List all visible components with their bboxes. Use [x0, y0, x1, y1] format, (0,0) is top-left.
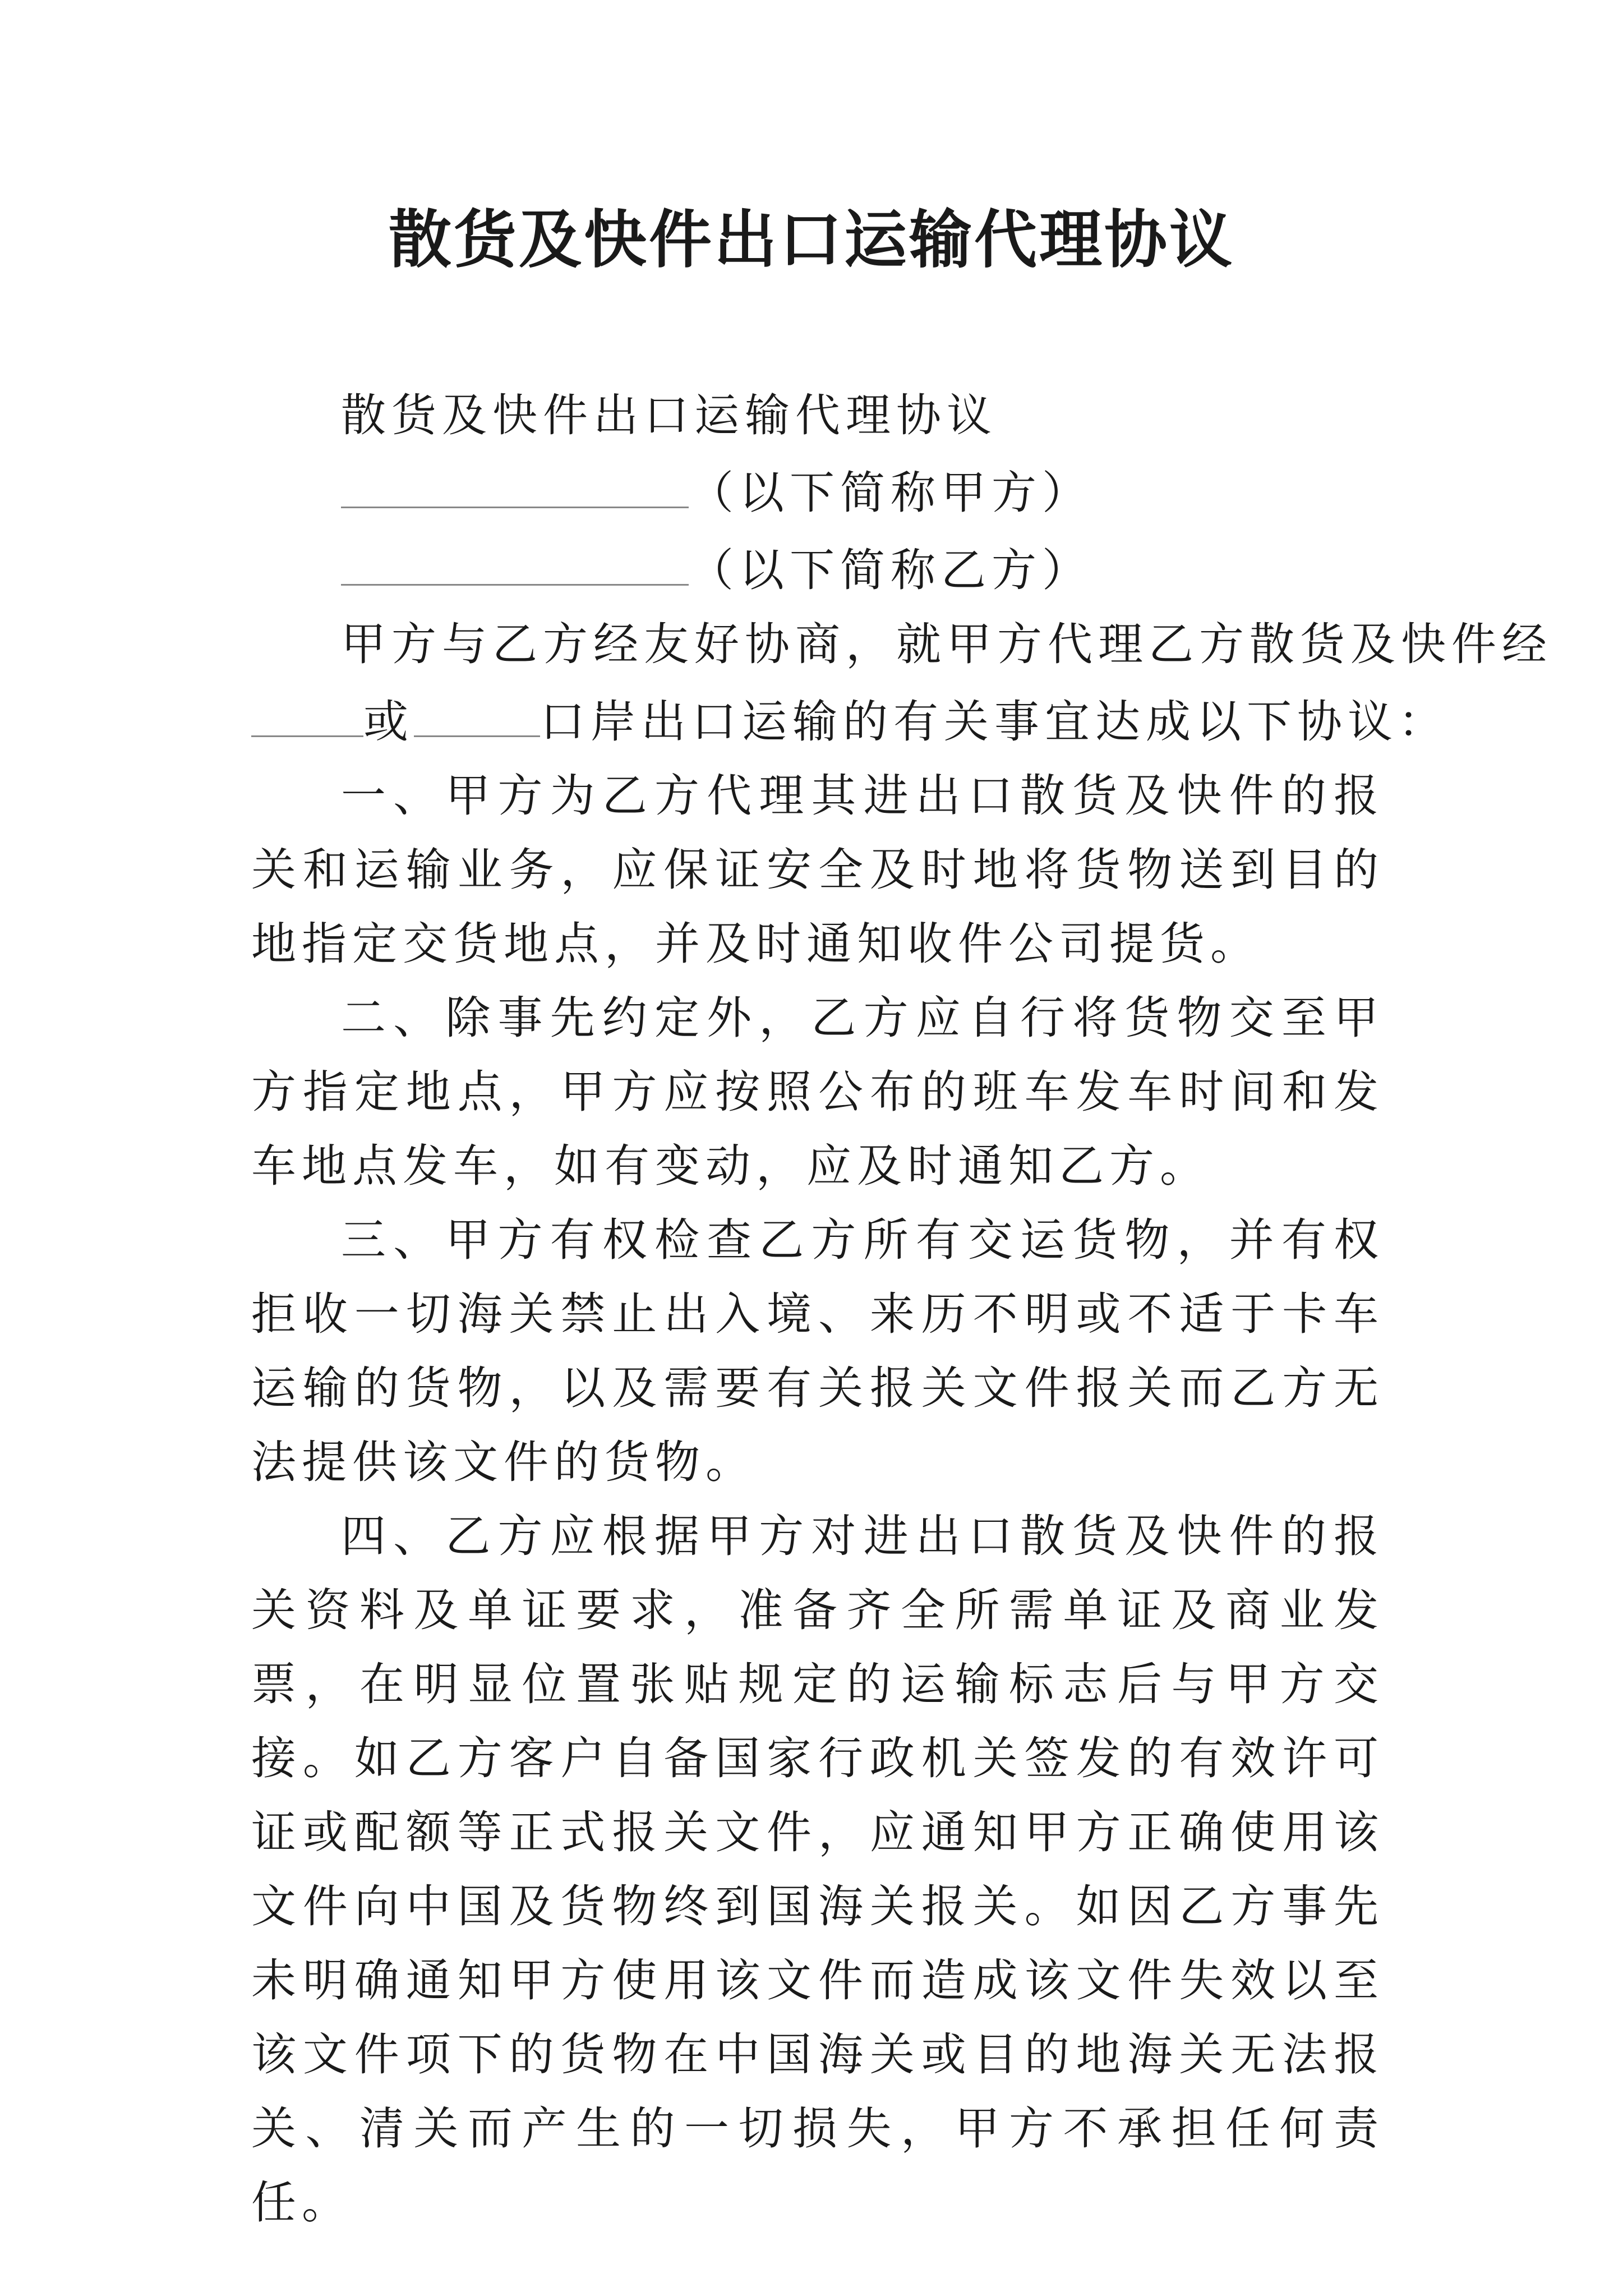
port-blank-1	[251, 682, 363, 737]
clause-3: 三、甲方有权检查乙方所有交运货物，并有权拒收一切海关禁止出入境、来历不明或不适于卡车运输的货物，以及需要有关报关文件报关而乙方无法提供该文件的货物。	[251, 1214, 1384, 1488]
party-a-blank	[341, 453, 689, 508]
port-blank-2	[414, 682, 540, 737]
document-body	[251, 379, 1552, 2240]
party-b-line	[251, 530, 1384, 608]
clause-2: 二、除事先约定外，乙方应自行将货物交至甲方指定地点，甲方应按照公布的班车发车时间和发车地点发车，如有变动，应及时通知乙方。	[251, 992, 1384, 1192]
party-a-label: （以下简称甲方）	[689, 467, 1092, 519]
clause-1: 一、甲方为乙方代理其进出口散货及快件的报关和运输业务，应保证安全及时地将货物送到目的地指定交货地点，并及时通知收件公司提货。	[251, 770, 1384, 970]
intro-line-2	[251, 682, 1449, 759]
party-a-line	[251, 453, 1384, 530]
intro-line-1: 甲方与乙方经友好协商，就甲方代理乙方散货及快件经	[341, 618, 1552, 670]
page-title: 散货及快件出口运输代理协议	[389, 203, 1234, 277]
intro-or: 或	[363, 696, 414, 748]
document-subtitle: 散货及快件出口运输代理协议	[341, 389, 997, 441]
intro-line-2-tail: 口岸出口运输的有关事宜达成以下协议：	[540, 696, 1449, 748]
party-b-label: （以下简称乙方）	[689, 544, 1092, 596]
party-b-blank	[341, 530, 689, 586]
clause-4: 四、乙方应根据甲方对进出口散货及快件的报关资料及单证要求，准备齐全所需单证及商业发票，在明显位置张贴规定的运输标志后与甲方交接。如乙方客户自备国家行政机关签发的有效许可证或配额等正式报关文件，应通知甲方正确使用该文件向中国及货物终到国海关报关。如因乙方事先未明确通知甲方使用该文件而造成该文件失效以至该文件项下的货物在中国海关或目的地海关无法报关、清关而产生的一切损失，甲方不承担任何责任。	[251, 1510, 1384, 2229]
